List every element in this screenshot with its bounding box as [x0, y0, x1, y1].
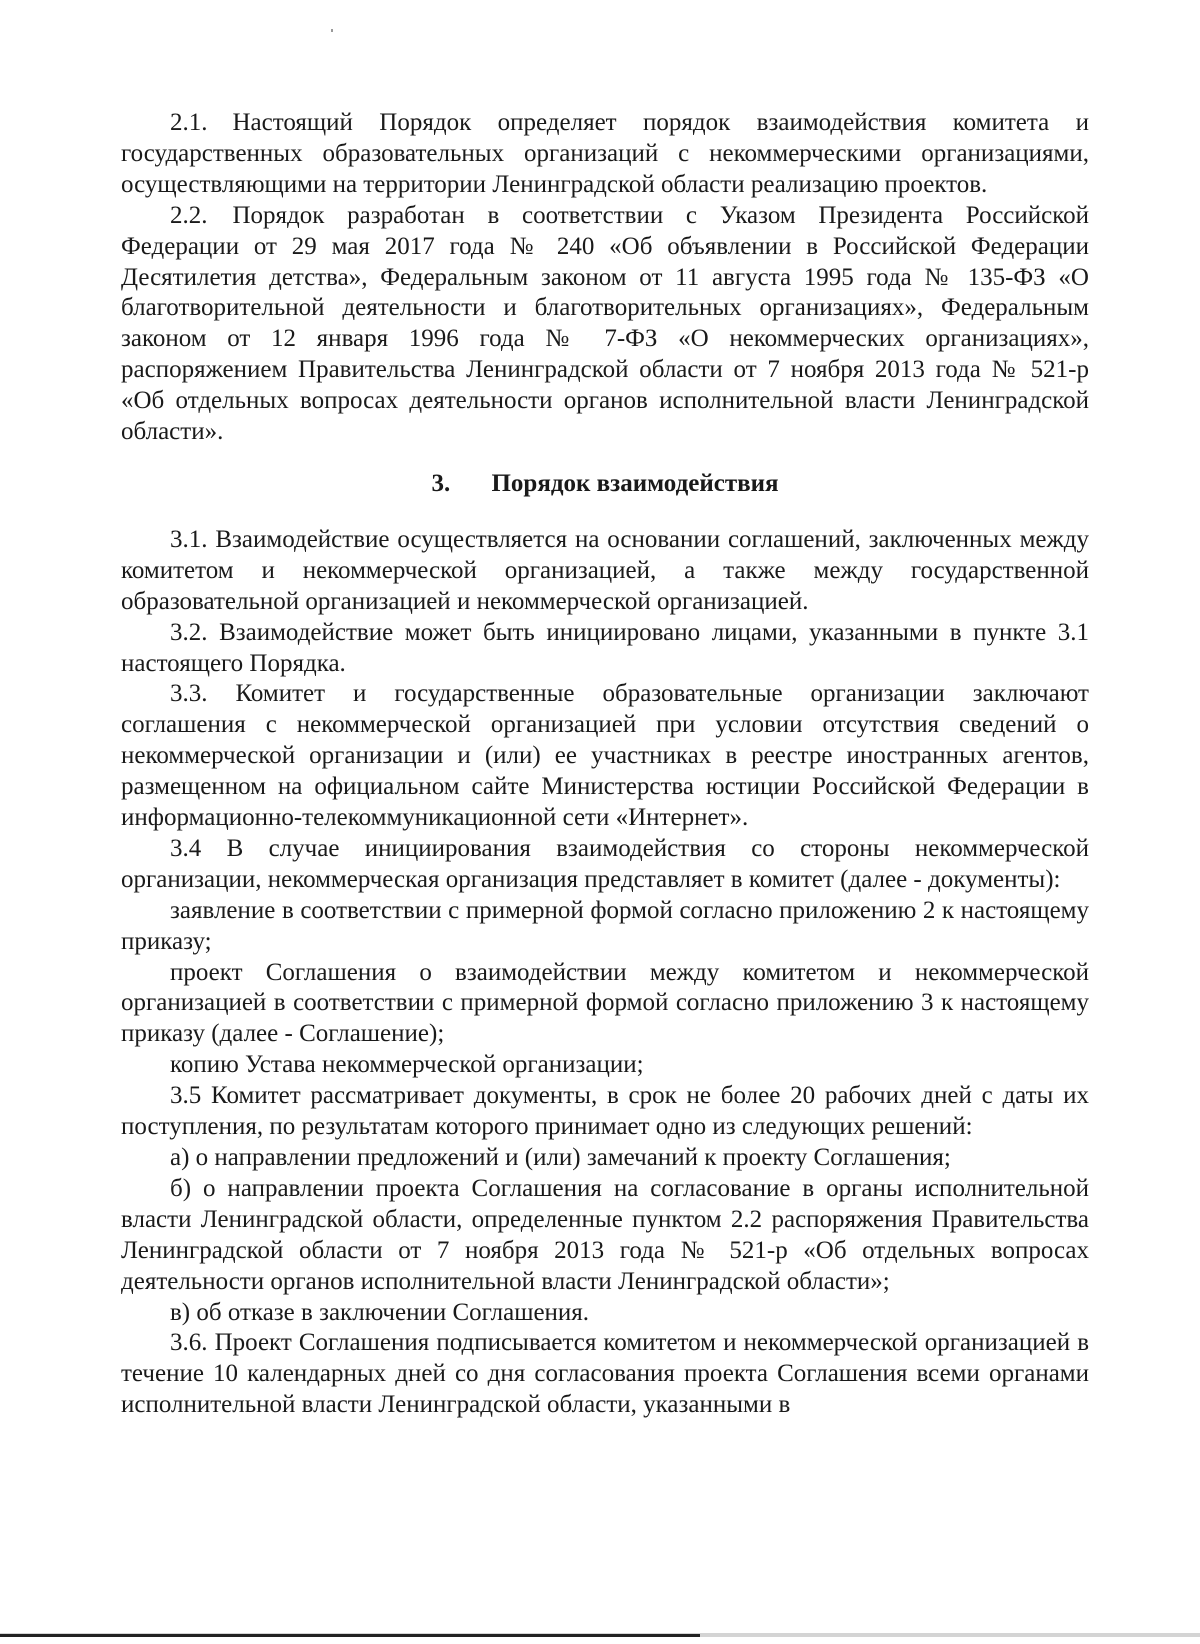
paragraph-2-1: 2.1. Настоящий Порядок определяет порядок взаимодействия комитета и государственных образовательных организаций с некоммерческими организациями, осуществляющими на территории Ленинградской области реализацию проектов. [121, 109, 1089, 198]
decision-item-a: а) о направлении предложений и (или) замечаний к проекту Соглашения; [170, 1144, 951, 1171]
paragraph-3-2: 3.2. Взаимодействие может быть инициировано лицами, указанными в пункте 3.1 настоящего Порядка. [121, 618, 1089, 677]
paragraph-3-1: 3.1. Взаимодействие осуществляется на основании соглашений, заключенных между комитетом и некоммерческой организацией, а также между государственной образовательной организацией и некоммерческой организацией. [121, 525, 1089, 615]
paragraph-2-2: 2.2. Порядок разработан в соответствии с Указом Президента Российской Федерации от 29 мая 2017 года № 240 «Об объявлении в Российской Федерации Десятилетия детства», Федеральным законом от 11 августа 1995 года № 135-ФЗ «О благотворительной деятельности и благотворительных организациях», Федеральным законом от 12 января 1996 года № 7-ФЗ «О некоммерческих организациях», распоряжением Правительства Ленинградской области от 7 ноября 2013 года № 521-р «Об отдельных вопросах деятельности органов исполнительной власти Ленинградской области». [121, 201, 1089, 446]
list-item-application: заявление в соответствии с примерной формой согласно приложению 2 к настоящему приказу; [121, 896, 1089, 955]
decision-item-b: б) о направлении проекта Соглашения на согласование в органы исполнительной власти Ленинградской области, определенные пунктом 2.2 распоряжения Правительства Ленинградской области от 7 ноября 2013 года № 521-р «Об отдельных вопросах деятельности органов исполнительной власти Ленинградской области»; [121, 1174, 1089, 1295]
scan-artifact-mark [331, 29, 333, 32]
paragraph-3-4: 3.4 В случае инициирования взаимодействия со стороны некоммерческой организации, некоммерческая организация представляет в комитет (далее - документы): [121, 834, 1089, 893]
decision-item-c: в) об отказе в заключении Соглашения. [170, 1298, 590, 1326]
section-title: Порядок взаимодействия [491, 469, 779, 497]
paragraph-3-6: 3.6. Проект Соглашения подписывается комитетом и некоммерческой организацией в течение 10 календарных дней со дня согласования проекта Соглашения всеми органами исполнительной власти Ленинградской области, указанными в [121, 1329, 1089, 1419]
document-body [121, 108, 1089, 1421]
paragraph-3-5: 3.5 Комитет рассматривает документы, в срок не более 20 рабочих дней с даты их поступления, по результатам которого принимает одно из следующих решений: [121, 1082, 1089, 1141]
section-heading [121, 469, 1089, 500]
page-bottom-line [0, 1634, 700, 1637]
section-number: 3. [431, 469, 451, 497]
list-item-agreement-draft: проект Соглашения о взаимодействии между комитетом и некоммерческой организацией в соответствии с примерной формой согласно приложению 3 к настоящему приказу (далее - Соглашение); [121, 958, 1089, 1048]
paragraph-3-3: 3.3. Комитет и государственные образовательные организации заключают соглашения с некоммерческой организацией при условии отсутствия сведений о некоммерческой организации и (или) ее участниках в реестре иностранных агентов, размещенном на официальном сайте Министерства юстиции Российской Федерации в информационно-телекоммуникационной сети «Интернет». [121, 680, 1089, 832]
list-item-charter-copy: копию Устава некоммерческой организации; [170, 1051, 644, 1079]
